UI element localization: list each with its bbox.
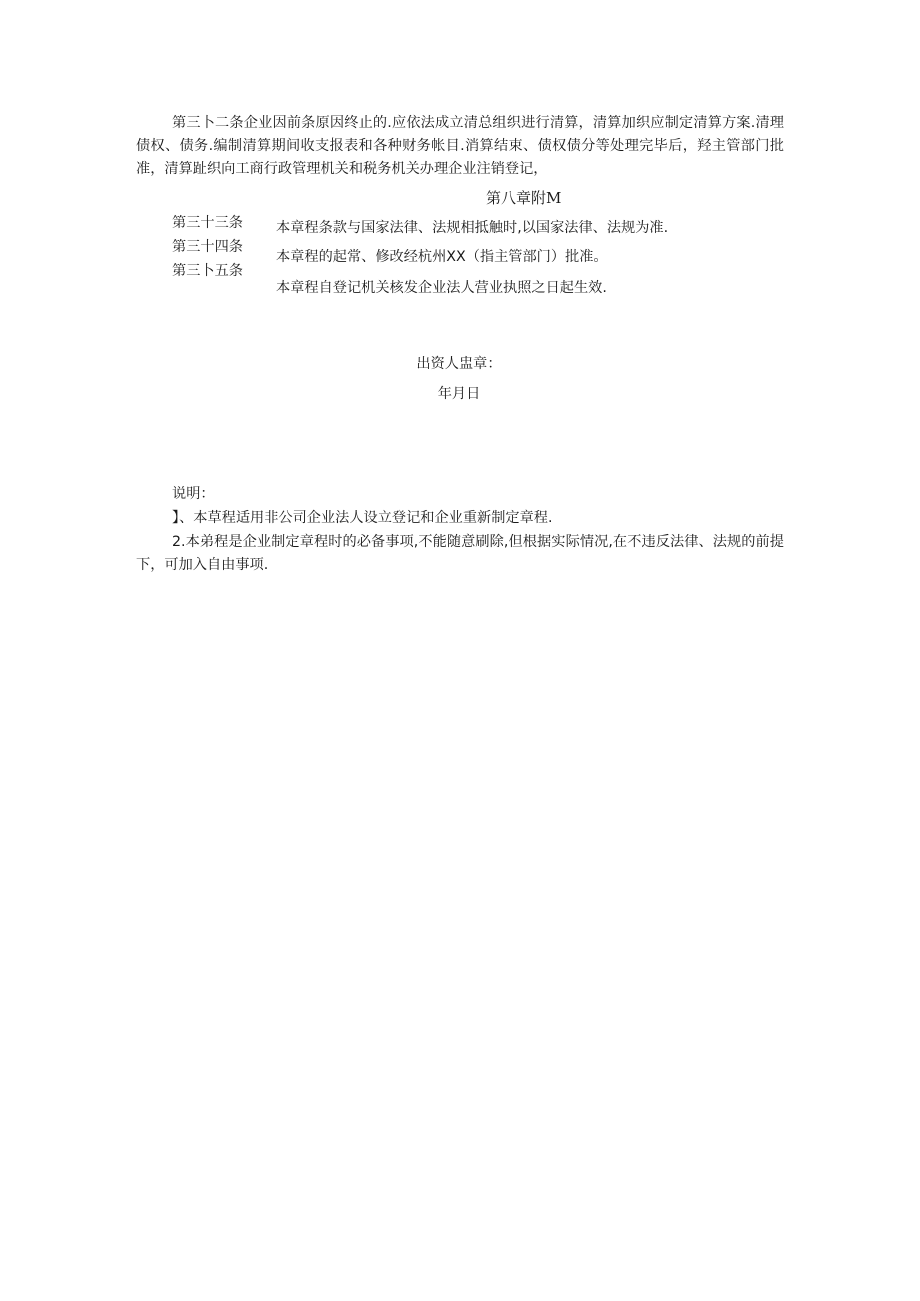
note-item-1: 】、本草程适用非公司企业法人设立登记和企业重新制定章程. [172,510,553,526]
chapter-8-heading: 第八章附M [486,189,562,207]
article-34-text: 本章程的起常、修改经杭州XX（指主管部门）批准。 [276,249,608,265]
article-35-label: 第三卜五条 [172,263,243,279]
article-33-label: 第三十三条 [172,215,243,231]
note-item-2: 2.本弟程是企业制定章程时的必备事项,不能随意刷除,但根据实际情况,在不违反法律、法规的前提下，可加入自由事项. [136,534,784,573]
article-33-text: 本章程条款与国家法律、法规相抵触时,以国家法律、法规为准. [276,220,669,236]
article-34-label: 第三十四条 [172,239,243,255]
article-32-paragraph: 第三卜二条企业因前条原因终止的.应依法成立清总组织进行清算，清算加织应制定清算方案.清理债权、债务.编制清算期间收支报表和各种财务帐目.消算结束、债权债分等处理完毕后，羟主管部门批准，清算趾织向工商行政管理机关和税务机关办理企业注销登记， [136,115,784,177]
notes-label: 说明： [172,486,215,502]
investor-seal-line: 出资人盅章： [416,356,502,372]
article-35-text: 本章程自登记机关核发企业法人营业执照之日起生效. [276,280,607,296]
signature-date-line: 年月日 [437,386,481,402]
